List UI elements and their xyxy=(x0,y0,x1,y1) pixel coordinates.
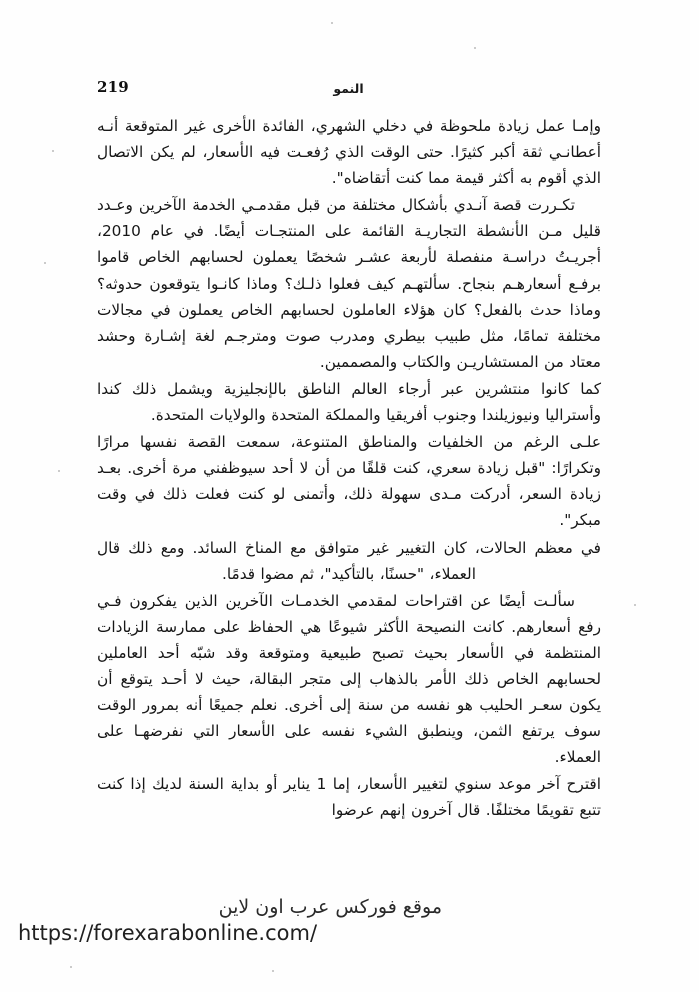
paragraph: تكـررت قصة آنـدي بأشكال مختلفة من قبل مقدمـي الخدمة الآخرين وعـدد قليل مـن الأنشطة التجاريـة القائمة على المنتجـات أيضًا. في عام 2010، أجريـتُ دراسـة منفصلة لأربعة عشـر شخصًا يعملون لحسابهم الخاص قاموا برفـع أسعارهـم بنجاح. سألتهـم كيف فعلوا ذلـك؟ وماذا كانـوا يتوقعون حدوثه؟ وماذا حدث بالفعل؟ كان هؤلاء العاملون لحسابهم الخاص يعملون في مجالات مختلفة تمامًا، مثل طبيب بيطري ومدرب صوت ومترجـم لغة إشـارة وحشد معتاد من المستشاريـن والكتاب والمصممين. xyxy=(97,196,601,371)
paragraph: علـى الرغم من الخلفيات والمناطق المتنوعة، سمعت القصة نفسها مرارًا وتكرارًا: "قبل زيادة سعري، كنت قلقًا من أن لا أحد سيوظفني مرة أخرى. بعـد زيادة السعر، أدركت مـدى سهولة ذلك، وأتمنى لو كنت فعلت ذلك في وقت مبكر". xyxy=(97,433,601,530)
watermark-url: https://forexarabonline.com/ xyxy=(18,921,318,945)
paragraph: اقترح آخر موعد سنوي لتغيير الأسعار، إما 1 يناير أو بداية السنة لديك إذا كنت تتبع تقويمًا مختلفًا. قال آخرون إنهم عرضوا xyxy=(97,775,601,820)
page-number: 219 xyxy=(97,78,129,96)
chapter-title: النمو xyxy=(333,81,364,96)
scan-speck xyxy=(70,966,72,968)
scan-speck xyxy=(44,262,46,264)
body-text-column xyxy=(97,113,601,825)
paragraph: وإمـا عمل زيادة ملحوظة في دخلي الشهري، الفائدة الأخرى غير المتوقعة أنـه أعطانـي ثقة أكبر كثيرًا. حتى الوقت الذي رُفعـت فيه الأسعار، لم يكن الاتصال الذي أقوم به أكثر قيمة مما كنت أتقاضاه". xyxy=(97,117,601,188)
scan-speck xyxy=(58,470,60,472)
watermark xyxy=(18,895,442,946)
paragraph: سألـت أيضًا عن اقتراحات لمقدمي الخدمـات الآخرين الذين يفكرون فـي رفع أسعارهم. كانت النصيحة الأكثر شيوعًا هي الحفاظ على ممارسة الزيادات المنتظمة في الأسعار بحيث تصبح طبيعية ومتوقعة وقد شبّه أحد العاملين لحسابهم الخاص ذلك الأمر بالذهاب إلى متجر البقالة، حيث لا أحـد يتوقع أن يكون سعـر الحليب هو نفسه من سنة إلى أخرى. نعلم جميعًا أنه بمرور الوقت سوف يرتفع الثمن، وينطبق الشيء نفسه على الأسعار التي نفرضهـا على العملاء. xyxy=(97,591,601,767)
scan-speck xyxy=(331,22,333,24)
scan-speck xyxy=(52,150,54,152)
scan-speck xyxy=(474,47,476,49)
paragraph: في معظم الحالات، كان التغيير غير متوافق مع المناخ السائد. ومع ذلك قال العملاء، "حسنًا، بالتأكيد"، ثم مضوا قدمًا. xyxy=(97,538,601,583)
running-head xyxy=(97,78,600,100)
paragraph: كما كانوا منتشرين عبر أرجاء العالم الناطق بالإنجليزية ويشمل ذلك كندا وأستراليا ونيوزيلندا وجنوب أفريقيا والمملكة المتحدة والولايات المتحدة. xyxy=(97,379,601,425)
scan-speck xyxy=(634,604,636,606)
watermark-site-name: موقع فوركس عرب اون لاين xyxy=(218,896,442,918)
scan-speck xyxy=(272,970,274,972)
